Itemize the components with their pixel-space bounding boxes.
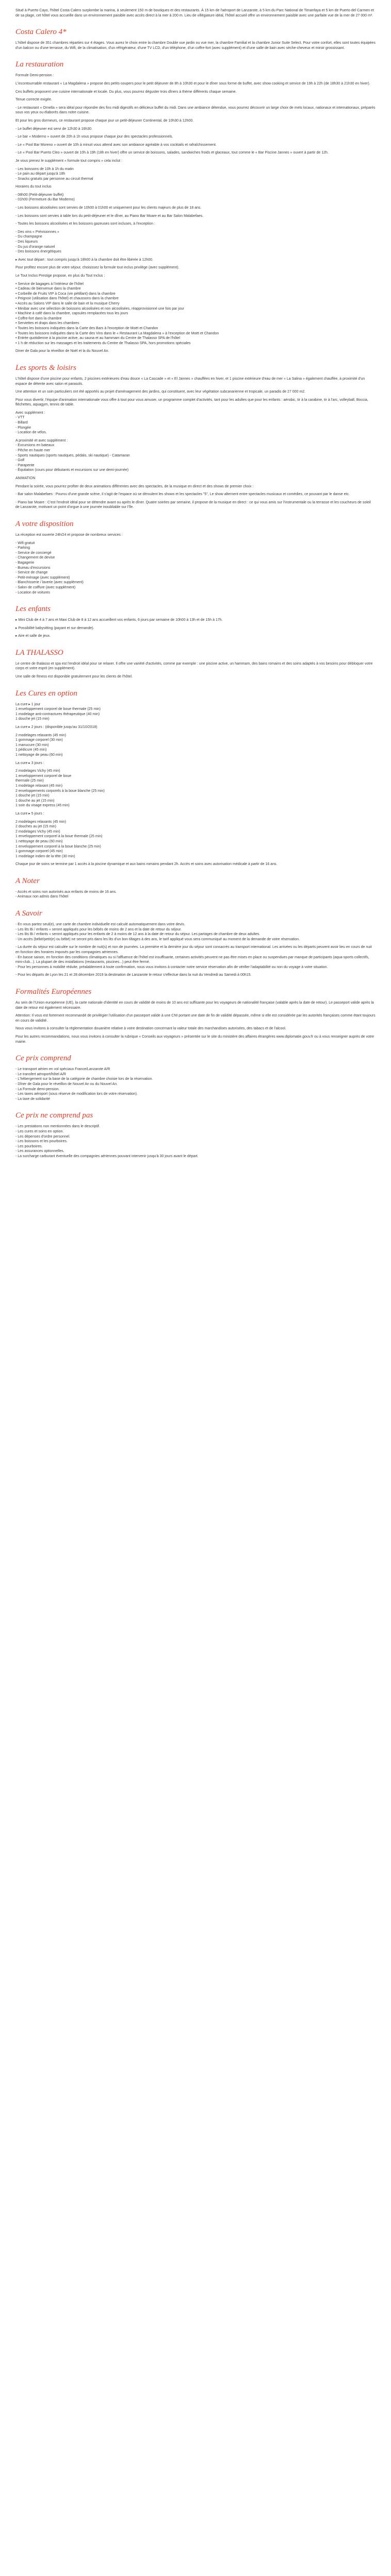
section-heading-a-savoir: A Savoir (15, 909, 42, 918)
section-heading-formalites-europeennes: Formalités Européennes (15, 988, 92, 996)
section-heading-ce-prix-comprend: Ce prix comprend (15, 1054, 71, 1063)
paragraph: Situé à Puerto Cayo, l'hôtel Costa Calero surplombe la marina, à seulement 150 m de boutiques et des restaurants. À 15 km de l'aéroport de Lanzarote, à 5 km du Parc National de Timanfaya et 5 km de Puerto del Carmen et de sa plage, cet hôtel vous accueille dans un environnement paisible avec accès direct à la mer à 200 m. Lieu de villégiature idéal, l'hôtel accueil offre un environnement paisible avec une parfaite vue de la mer de 27 000 m². (15, 9, 374, 18)
paragraph: Nous vous invitons à consulter la réglementation douanière relative à votre destination concernant la valeur totale des marchandises autorisées, des tabacs et de l'alcool. (15, 1027, 286, 1031)
paragraph: - Les boissons sont servies à table lors du petit-déjeuner et le dîner, au Piano Bar Moare et au Bar Salon Malabefaes. (15, 214, 204, 218)
section-heading-les-cures-en-option: Les Cures en option (15, 689, 77, 698)
paragraph: - Le « Pool Bar Moreno » ouvert de 10h à minuit vous attend avec son ambiance agréable à vos cocktails et rafraîchissement. (15, 143, 217, 147)
paragraph: - Le bar « Moderno » ouvert de 20h à 1h vous propose chaque jour des spectacles professionnels. (15, 135, 173, 139)
paragraph: Ces buffets proposent une cuisine internationale et locale. Du plus, vous pourrez déguster trois dîners à thème différents chaque semaine. (15, 90, 237, 94)
paragraph: Pour les autres recommandations, nous vous invitons à consulter la rubrique « Conseils aux voyageurs » présentée sur le site du ministère des affaires étrangères www.diplomatie.gouv.fr ou à vous renseigner auprès de votre mairie. (15, 1035, 374, 1044)
paragraph: ▸ Mini Club de 4 à 7 ans et Maxi Club de 8 à 12 ans accueillent vos enfants, 6 jours par semaine de 10h00 à 13h et de 15h à 17h. (15, 618, 223, 622)
paragraph: Et pour les gros dormeurs, ce restaurant propose chaque jour un petit-déjeuner Continental, de 10h30 à 12h00. (15, 118, 194, 123)
section-heading-costa-calero-4: Costa Calero 4* (15, 28, 67, 37)
paragraph: 2 modelages Vichy (45 min) 1 enveloppement corporel de boue thermale (25 min) 1 modelage relaxant (45 min) 2 enveloppements corporels à la boue blanche (25 min) 1 douche jet (15 min) 1 douche au jet (15 min) 1 soin du visage express (45 min) (15, 769, 105, 808)
section-heading-la-restauration: La restauration (15, 60, 64, 69)
paragraph: La réception est ouverte 24h/24 et propose de nombreux services : (15, 533, 123, 537)
section-heading-les-sports-loisirs: Les sports & loisirs (15, 363, 76, 372)
page-content (0, 0, 391, 1172)
paragraph: Formule Demi-pension : (15, 74, 54, 78)
paragraph: - En vous partez seul(e), une carte de chambre individuelle est calculé automatiquement dans votre devis. - Les lits Bi / enfants « seront appliqués pour les bébés de moins de 2 ans et la date de retour du séjour. - Les lits Bi / enfants « seront appliqués pour les enfants de 2 à moins de 12 ans à la date de retour du séjour. Les partages de chambre de deux adultes. - Un accès (bébé/petit(e) ou bébé) ne seront pris dans les lits d'un bon tiltages à des ans, le tarif appliqué vous sera communiqué au moment de la demande de votre réservation. (15, 923, 300, 941)
section-heading-a-votre-disposition: A votre disposition (15, 519, 74, 528)
paragraph: - Des vins « Prévisionnes » - Du champagne - Des liqueurs - Du jus d'orange naturel - Des boissons énergétiques (15, 230, 61, 254)
paragraph: ▸ Possibilité babysitting (payant et sur demande). (15, 626, 94, 630)
paragraph: Diner de Gala pour la réveillon de Noël et la du Nouvel An. (15, 349, 109, 353)
paragraph: ANIMATION (15, 477, 36, 480)
paragraph: Tenue correcte exigée. (15, 98, 52, 102)
paragraph: - Les prestations non mentionnées dans le descriptif. - Les cures et soins en option. - Les dépenses d'ordre personnel. - Les boissons et les pourboires. - Les pourboires. - Les assurances optionnelles. - La surcharge carburant éventuelle des compagnies aériennes pouvant intervenir jusqu'à 30 jours avant le départ. (15, 1125, 199, 1158)
paragraph: L'incontournable restaurant « La Magdalena » propose des petits-soupers pour le petit déjeuner de 8h à 10h30 et pour le dîner sous forme de buffet, avec show cooking et service de 19h à 22h (de 18h30 à 21h30 en hiver). (15, 81, 370, 86)
paragraph: - Le buffet déjeuner est servi de 12h30 à 16h30. (15, 127, 92, 131)
paragraph: Horaires du tout inclus (15, 185, 52, 189)
paragraph: - Le « Pool Bar Puerto Cleo » ouvert de 10h à 19h (18h en hiver) offre un service de boissons, salades, sandwiches froids et glaceaux, tout comme le « Bar Piscine Jannes » ouvert à partir de 12h. (15, 151, 329, 155)
paragraph: A proximité et avec supplément : - Excursions en bateaux - Pêche en haute mer - Sports nautiques (sports nautiques, pédalo, ski nautique) - Catamaran - Golf - Parapente - Équitation (cours pour débutants et excursions sur une demi-journée) (15, 438, 130, 472)
paragraph: Pour vous divertir, l'équipe d'animation internationale vous offre à tout pour vous amuser, un programme complet d'activités, tant pour les adultes que pour les enfants : aérobic, tir à la carabine, tir à l'arc, volleyball, Boccia, fléchettes, aquagym, tennis de table. (15, 398, 368, 407)
paragraph: - Le transport aérien en vol spéciaux France/Lanzarote A/R - Le transfert aéroport/hôtel A/R - L'hébergement sur la base de la catégorie de chambre choisie lors de la réservation. - Dîner de Gala pour le réveillon de Nouvel An ou du Nouvel An. - La Formule demi-pension. - Les taxes aéroport (sous réserve de modification lors de votre réservation). - La taxe de solidarité (15, 1067, 153, 1101)
section-heading-ce-prix-ne-comprend-pas: Ce prix ne comprend pas (15, 1111, 93, 1120)
paragraph: - Le restaurant « Ornella » sera idéal pour répondre des fins midi digestifs en délicieux buffet du midi. Dans une ambiance détendue, vous pourrez découvrir un large choix de mets locaux, nationaux et internationaux, préparés sous vos yeux ou élaborés dans notre cuisine. (15, 106, 376, 115)
section-heading-les-enfants: Les enfants (15, 605, 51, 614)
paragraph: - Toutes les boissons alcoolisées et les boissons gazeuses sont incluses, à l'exception : (15, 222, 155, 226)
paragraph: L'hôtel dispose d'une piscine pour enfants, 2 piscines extérieures d'eau douce « La Cascade » et « El Jannes » chauffées en hiver, et 1 piscine extérieure d'eau de mer « La Salina » également chauffée, à proximité d'un espace de détente avec salon et parasols. (15, 377, 365, 386)
paragraph: - Accès et soins non autorisés aux enfants de moins de 16 ans. - Animaux non admis dans l'hôtel (15, 890, 117, 899)
paragraph: Une salle de fitness est disponible gratuitement pour les clients de l'hôtel. (15, 675, 133, 679)
paragraph: - Les boissons de 10h à 1h du matin - Le pain au départ jusqu'à 18h - Snacks gratuits par personne au circuit thermal (15, 167, 93, 181)
paragraph: ▸ Aire et salle de jeux. (15, 634, 51, 638)
paragraph: L'hôtel dispose de 351 chambres réparties sur 4 étages. Vous aurez le choix entre la chambre Double vue jardin ou vue mer, la chambre Familial et la chambre Junior Suite Select. Pour votre confort, elles sont toutes équipées d'un balcon ou d'une terrasse, du Wifi, de la climatisation, d'un réfrigérateur, d'une TV LCD, d'un téléphone, d'un coffre-fort (avec supplément) et d'une salle de bain avec sèche-cheveux et miroir grossissant. (15, 41, 376, 50)
paragraph: La cure ▸ 2 jours : (disponible jusqu'au 31/10/2018) (15, 725, 97, 730)
paragraph: - Wifi gratuit - Parking - Service de conciergé - Changement de devise - Bagagerie - Bureau d'excursions - Service de change - Petit-ménage (avec supplément) - Blanchisserie / laverie (avec supplément) - Salon de coiffure (avec supplément) - Location de voitures (15, 541, 84, 595)
section-heading-la-thalasso: LA THALASSO (15, 648, 63, 657)
paragraph: - 08h00 (Petit-déjeuner buffet) - 01h00 (Fermeture du Bar Moderno) (15, 193, 75, 202)
paragraph: - Bar salon Malabefaes : Pourvu d'une grande scène, il s'agit de l'espace où se déroulent les shows et les spectacles "5", Le show alternent entre spectacles musicaux et comédies, ce pouvant par le danse etc. (15, 493, 350, 497)
paragraph: - Les boissons alcoolisées sont servies de 10h00 à 01h00 et uniquement pour les clients majeurs de plus de 18 ans. (15, 206, 202, 210)
paragraph: Avec supplément : - VTT - Billard - Plongée - Location de vélos. (15, 411, 47, 435)
paragraph: Pendant la soirée, vous pourrez profiter de deux animations différentes avec des spectacles, de la musique en direct et des shows de premier choix : (15, 484, 254, 488)
paragraph: - La durée du séjour est calculée sur le nombre de nuit(s) et non de journées. La première et la dernière jour du séjour sont consacrés au transport international. Les arrivées ou les départs peuvent avoir lieu en cours de nuit en fonction des horaires imposés par les compagnies aériennes. - En basse saison, en fonction des conditions climatiques ou si l'affluence de l'hôtel est insuffisante, certaines activités peuvent ne pas être mises en place ou suspendues par manque de participants (aqua-sports collectifs, mini-club...). La plupart de des installations (restaurants, piscines...) peut être fermé. - Pour les personnes à mobilité réduite, préalablement à toute confirmation, nous vous invitons à contacter notre service réservation afin de vérifier l'adaptabilité ou non du voyage à votre situation. (15, 945, 372, 969)
paragraph: Au sein de l'Union européenne (UE), la carte nationale d'identité en cours de validité de moins de 10 ans est suffisante pour les voyageurs de nationalité française (valable après la date de retour). Le passeport valide après la date de retour est également nécessaire. (15, 1001, 374, 1010)
paragraph: Pour profitez encore plus de votre séjour, choisissez la formule tout inclus privilège (avec supplément). (15, 266, 180, 270)
paragraph: ▸ Avec tout départ : tout compris jusqu'à 18h00 à la chambre doit être libérée à 12h00. (15, 258, 153, 262)
paragraph: Le Tout Inclus Prestige propose, en plus du Tout Inclus : (15, 274, 105, 278)
paragraph: Le centre de thalasso et spa est l'endroit idéal pour se relaxer. Il offre une variété d'activités, comme par exemple : une piscine active, un hammam, des bains romains et des soins adaptés à vos besoins pour débloquer votre corps et votre esprit (en supplément). (15, 662, 373, 671)
paragraph: Une attention et un soin particuliers ont été apportés au projet d'aménagement des jardins, qui constituent, avec leur végétation subcanarienne et tropicale, un paradis de 27 000 m2. (15, 390, 306, 394)
paragraph: Attention: Il vous est fortement recommandé de privilégier l'utilisation d'un passeport valide à une CNI portant une date de fin de validité dépassée, même si elle est considérée par les autorités françaises comme étant toujours en cours de validité. (15, 1014, 376, 1023)
paragraph: Je vous prenez le supplément « formule tout compris » cela inclut : (15, 159, 122, 163)
paragraph: La cure ▸ 5 jours : (15, 811, 44, 816)
paragraph: La cure ▸ 1 jour 1 enveloppement corporel de boue thermale (25 min) 1 modelage anti-contractures thérapeutique (40 min) 1 douche jet (15 min) (15, 702, 101, 721)
paragraph: - Pour les départs de Lyon les 21 et 28 décembre 2019 la destination de Lanzarote le retour s'effectue dans la nuit du Vendredi au Samedi à 00h15. (15, 973, 252, 977)
paragraph: 2 modelages relaxants (45 min) 2 douches au jet (15 min) 2 modelages Vichy (45 min) 1 enveloppement corporel à la boue thermale (25 min) 1 nettoyage de peau (60 min) 1 enveloppement corporel à la boue blanche (25 min) 1 gommage corporel (45 min) 1 modelage indien de la tête (30 min) (15, 820, 103, 858)
paragraph: - Piano bar Moare : C'est l'endroit idéal pour se détendre avant ou après le dîner. Quatre soirées par semaine, il propose de la musique en direct : ce qui vous amis sur l'instrumentale ou la terrasse et les coucheurs de soleil de Lanzarote, motivant un point d'orgue à une journée inoubliable sur l'île. (15, 500, 371, 510)
paragraph: La cure ▸ 3 jours : (15, 761, 44, 765)
paragraph: 2 modelages relaxants (45 min) 1 gommage corporel (30 min) 1 manucure (30 min) 1 pédicure (45 min) 1 nettoyage de peau (60 min) (15, 733, 67, 757)
paragraph: Chaque jour de soins se termine par 1 accès à la piscine dynamique et aux bains romains pendant 2h. Accès et soins avec autorisation médicale à partir de 16 ans. (15, 862, 278, 867)
section-heading-a-noter: A Noter (15, 876, 40, 885)
paragraph: • Service de bagages à l'intérieur de l'hôtel • Cadeau de bienvenue dans la chambre • Corbeille de Fruits VIP à Coca (vin pétillant) dans la chambre • Peignoir (utilisation dans l'hôtel) et chaussons dans la chambre • Accès au Salons VIP dans le salle de bain et la musique Cherry • Minibar avec une sélection de boissons alcoolisées et non alcoolisées, réapprovisionné une fois par jour • Machine à café dans la chambre, capsules remplacées tous les jours • Coffre-fort dans la chambre • Serviettes et draps dans les chambres • Toutes les boissons indiquées dans la Carte des Bars à l'exception de Moët et Chandon • Toutes les boissons indiquées dans la Carte des Vins dans le « Restaurant La Magdalena » à l'exception de Moët et Chandon • Entrée quotidienne à la piscine active, au sauna et au hammam du Centre de Thalasso SPA de l'hôtel • 1 h de réduction sur les massages et les traitements du Centre de Thalasso SPA, hors promotions spéciales (15, 282, 219, 345)
